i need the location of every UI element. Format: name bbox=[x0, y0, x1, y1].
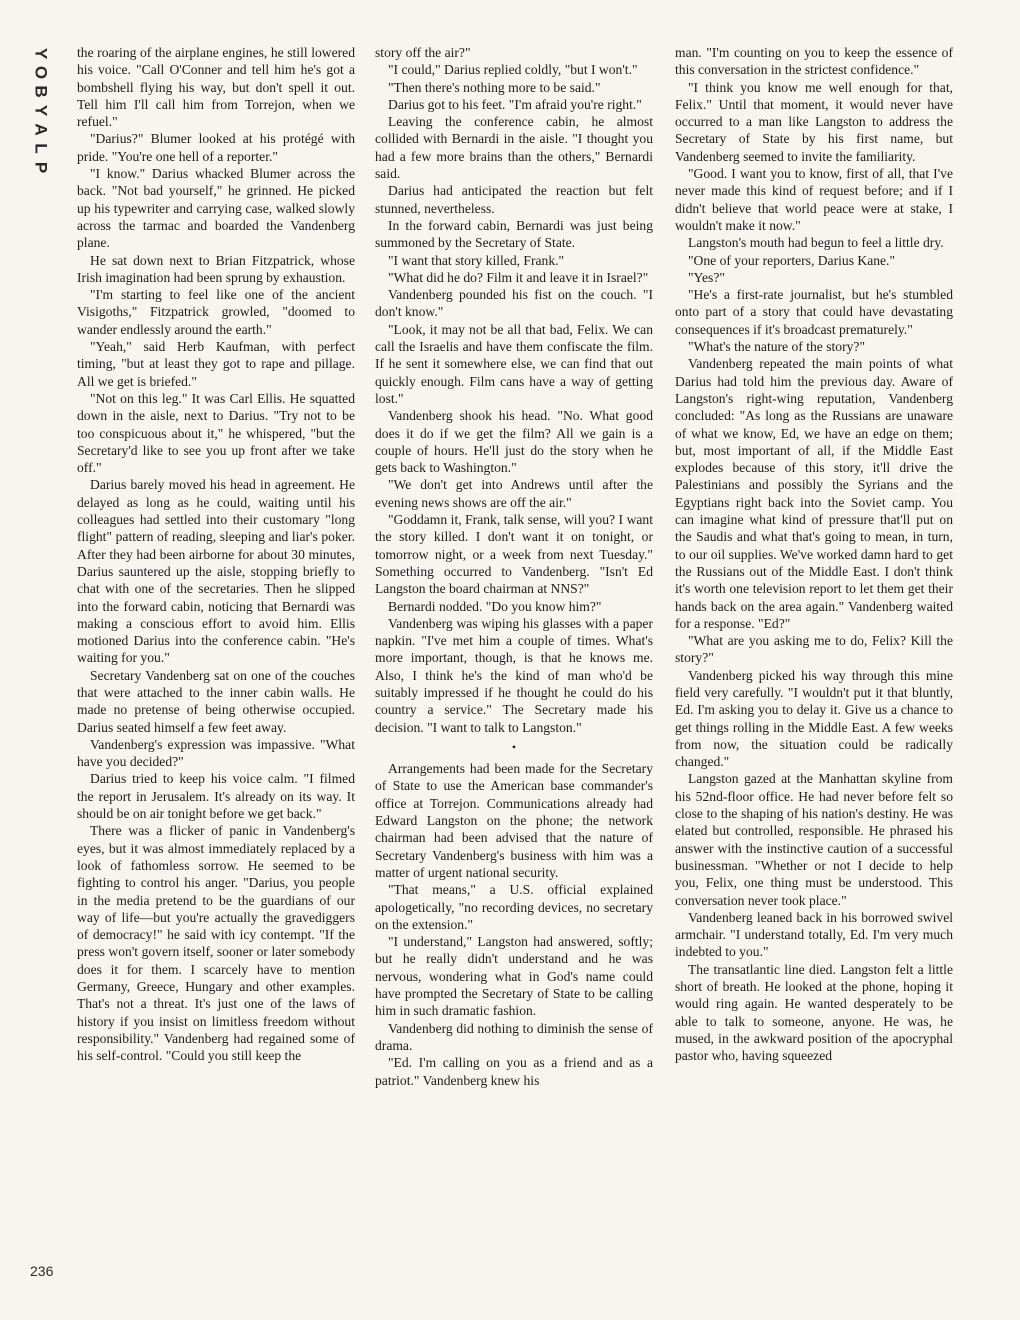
paragraph: Vandenberg repeated the main points of what Darius had told him the previous day. Aware of Langston's right-wing reputation, Vandenberg concluded: "As long as the Russians are unaware of what we know, Ed, we have an edge on them; but, most important of all, if the Middle East explodes because of this story, it'll drive the Palestinians and possibly the Syrians and the Egyptians right back into the Soviet camp. You can imagine what kind of pressure that'll put on the Saudis and what that's going to mean, in turn, to our oil supplies. We've worked damn hard to get the Russians out of the Middle East. I don't think it's worth one television report to let them get their hands back on the area again." Vandenberg waited for a response. "Ed?" bbox=[675, 356, 953, 631]
magazine-name-letter: A bbox=[31, 123, 51, 136]
paragraph: Bernardi nodded. "Do you know him?" bbox=[388, 598, 602, 614]
paragraph: Vandenberg pounded his fist on the couch. "I don't know." bbox=[375, 287, 653, 320]
paragraph: "He's a first-rate journalist, but he's stumbled onto part of a story that could have devastating consequences if it's broadcast prematurely." bbox=[675, 287, 953, 337]
paragraph: "What's the nature of the story?" bbox=[688, 339, 865, 355]
page-number: 236 bbox=[30, 1263, 54, 1279]
paragraph: "I want that story killed, Frank." bbox=[388, 252, 565, 268]
paragraph: Secretary Vandenberg sat on one of the couches that were attached to the inner cabin walls. He made no pretense of being otherwise occupied. Darius seated himself a few feet away. bbox=[77, 667, 355, 735]
paragraph: Langston's mouth had begun to feel a little dry. bbox=[688, 235, 944, 251]
magazine-name-vertical bbox=[30, 44, 52, 177]
paragraph: There was a flicker of panic in Vandenberg's eyes, but it was almost immediately replaced by a look of fathomless sorrow. He seemed to be fighting to control his anger. "Darius, you people in the media pretend to be the guardians of our way of life—but you're actually the gravediggers of democracy!" he said with icy contempt. "If the press won't govern itself, sooner or later somebody does it for them. I scarcely have to mention Germany, Greece, Hungary and other examples. That's not a threat. It's just one of the laws of history if you insist on limitless freedom without responsibility." Vandenberg had regained some of his self-control. "Could you still keep the bbox=[77, 823, 355, 1064]
paragraph: Leaving the conference cabin, he almost collided with Bernardi in the aisle. "I thought you had a few more brains than the others," Bernardi said. bbox=[375, 114, 653, 182]
paragraph: story off the air?" bbox=[375, 45, 471, 60]
paragraph: Vandenberg leaned back in his borrowed swivel armchair. "I understand totally, Ed. I'm very much indebted to you." bbox=[675, 909, 953, 960]
paragraph: the roaring of the airplane engines, he still lowered his voice. "Call O'Conner and tell him he's got a bombshell flying his way, but don't spell it out. Tell him I'll call him from Torrejon, when we refuel." bbox=[77, 45, 355, 130]
paragraph: "Yeah," said Herb Kaufman, with perfect timing, "but at least they got to rape and pillage. All we get is briefed." bbox=[77, 339, 355, 389]
paragraph: Vandenberg picked his way through this mine field very carefully. "I wouldn't put it that bluntly, Ed. I'm asking you to delay it. Give us a chance to get things rolling in the Middle East. A few weeks from now, the situation could be radically changed." bbox=[675, 667, 953, 770]
paragraph: "Good. I want you to know, first of all, that I've never made this kind of request before; and if I didn't believe that world peace were at stake, I wouldn't make it now." bbox=[675, 166, 953, 233]
paragraph: Darius had anticipated the reaction but felt stunned, nevertheless. bbox=[375, 183, 653, 216]
paragraph: Arrangements had been made for the Secretary of State to use the American base commander's office at Torrejon. Communications already had Edward Langston on the phone; the network chairman had been advised that the nature of Secretary Vandenberg's business with him was a matter of urgent national security. bbox=[375, 761, 653, 880]
magazine-name-letter: P bbox=[31, 161, 51, 174]
paragraph: "I could," Darius replied coldly, "but I won't." bbox=[388, 62, 638, 78]
paragraph: "Yes?" bbox=[688, 269, 725, 285]
paragraph: "That means," a U.S. official explained apologetically, "no recording devices, no secretary on the extension." bbox=[375, 882, 653, 932]
magazine-name-letter: O bbox=[31, 65, 51, 80]
paragraph: "Ed. I'm calling on you as a friend and as a patriot." Vandenberg knew his bbox=[375, 1055, 653, 1088]
paragraph: He sat down next to Brian Fitzpatrick, whose Irish imagination had been sprung by exhaustion. bbox=[77, 252, 355, 285]
text-column-1 bbox=[77, 44, 355, 1065]
magazine-name-letter: Y bbox=[31, 104, 51, 117]
magazine-name-letter: L bbox=[31, 143, 51, 154]
paragraph: The transatlantic line died. Langston felt a little short of breath. He looked at the phone, hoping it would ring again. He wanted desperately to be able to talk to someone, anyone. He was, he mused, in the awkward position of the apocryphal pastor who, having squeezed bbox=[675, 961, 953, 1064]
paragraph: man. "I'm counting on you to keep the essence of this conversation in the strictest confidence." bbox=[675, 45, 953, 78]
paragraph: "What are you asking me to do, Felix? Kill the story?" bbox=[675, 633, 953, 666]
paragraph: "What did he do? Film it and leave it in Israel?" bbox=[388, 269, 649, 285]
paragraph: "I understand," Langston had answered, softly; but he really didn't understand and he was nervous, wondering what in God's name could have prompted the Secretary of State to be calling him in such dramatic fashion. bbox=[375, 934, 653, 1019]
paragraph: Darius tried to keep his voice calm. "I filmed the report in Jerusalem. It's already on its way. It should be on air tonight before we get back." bbox=[77, 771, 355, 822]
paragraph: In the forward cabin, Bernardi was just being summoned by the Secretary of State. bbox=[375, 217, 653, 251]
paragraph: "I'm starting to feel like one of the ancient Visigoths," Fitzpatrick growled, "doomed to wander endlessly around the earth." bbox=[77, 287, 355, 337]
paragraph: "I know." Darius whacked Blumer across the back. "Not bad yourself," he grinned. He picked up his typewriter and carrying case, walked slowly across the tarmac and boarded the Vandenberg plane. bbox=[77, 166, 355, 251]
paragraph: "One of your reporters, Darius Kane." bbox=[688, 252, 896, 268]
text-column-2 bbox=[375, 44, 653, 1089]
paragraph: "Not on this leg." It was Carl Ellis. He squatted down in the aisle, next to Darius. "Try not to be too conspicuous about it," he whispered, "but the Secretary'd like to see you up front after we take off." bbox=[77, 390, 355, 476]
paragraph: Vandenberg shook his head. "No. What good does it do if we get the film? All we gain is a couple of hours. He'll just do the story when he gets back to Washington." bbox=[375, 408, 653, 476]
paragraph: "Darius?" Blumer looked at his protégé with pride. "You're one hell of a reporter." bbox=[77, 131, 355, 164]
paragraph: Darius got to his feet. "I'm afraid you're right." bbox=[388, 96, 642, 112]
paragraph: "Look, it may not be all that bad, Felix. We can call the Israelis and have them confiscate the film. If he sent it somewhere else, we can find that out quickly enough. Film cans have a way of getting lost." bbox=[375, 321, 653, 406]
paragraph: "Then there's nothing more to be said." bbox=[388, 79, 601, 95]
paragraph: Darius barely moved his head in agreement. He delayed as long as he could, waiting until his colleagues had settled into their customary "long flight" pattern of reading, sleeping and liar's poker. After they had been airborne for about 30 minutes, Darius sauntered up the aisle, stopping briefly to chat with one of the secretaries. Then he slipped into the forward cabin, noticing that Bernardi was making a conscious effort to avoid him. Ellis motioned Darius into the conference cabin. "He's waiting for you." bbox=[77, 477, 355, 666]
paragraph: Vandenberg did nothing to diminish the sense of drama. bbox=[375, 1020, 653, 1053]
paragraph: "Goddamn it, Frank, talk sense, will you? I want the story killed. I don't want it on tonight, or tomorrow night, or a week from next Tuesday." Something occurred to Vandenberg. "Isn't Ed Langston the board chairman at NNS?" bbox=[375, 512, 653, 597]
paragraph: Vandenberg was wiping his glasses with a paper napkin. "I've met him a couple of times. What's more important, though, is that he knows me. Also, I think he's the kind of man who'd be suitably impressed if he thought he could do his country a service." The Secretary made his decision. "I want to talk to Langston." bbox=[375, 615, 653, 735]
paragraph: "I think you know me well enough for that, Felix." Until that moment, it would never have occurred to a man like Langston to address the Secretary of State by his first name, but Vandenberg seemed to invite the familiarity. bbox=[675, 79, 953, 164]
magazine-name-letter: Y bbox=[31, 47, 51, 60]
magazine-name-letter: B bbox=[31, 85, 51, 98]
paragraph: "We don't get into Andrews until after the evening news shows are off the air." bbox=[375, 477, 653, 510]
paragraph: Vandenberg's expression was impassive. "What have you decided?" bbox=[77, 736, 355, 770]
paragraph: Langston gazed at the Manhattan skyline from his 52nd-floor office. He had never before felt so close to the shaping of his nation's destiny. He was elated but controlled, responsible. He phrased his answer with the instinctive caution of a successful businessman. "Whether or not I decide to help you, Felix, one thing must be understood. This conversation never took place." bbox=[675, 771, 953, 908]
section-break: • bbox=[511, 739, 517, 754]
text-column-3 bbox=[675, 44, 953, 1065]
